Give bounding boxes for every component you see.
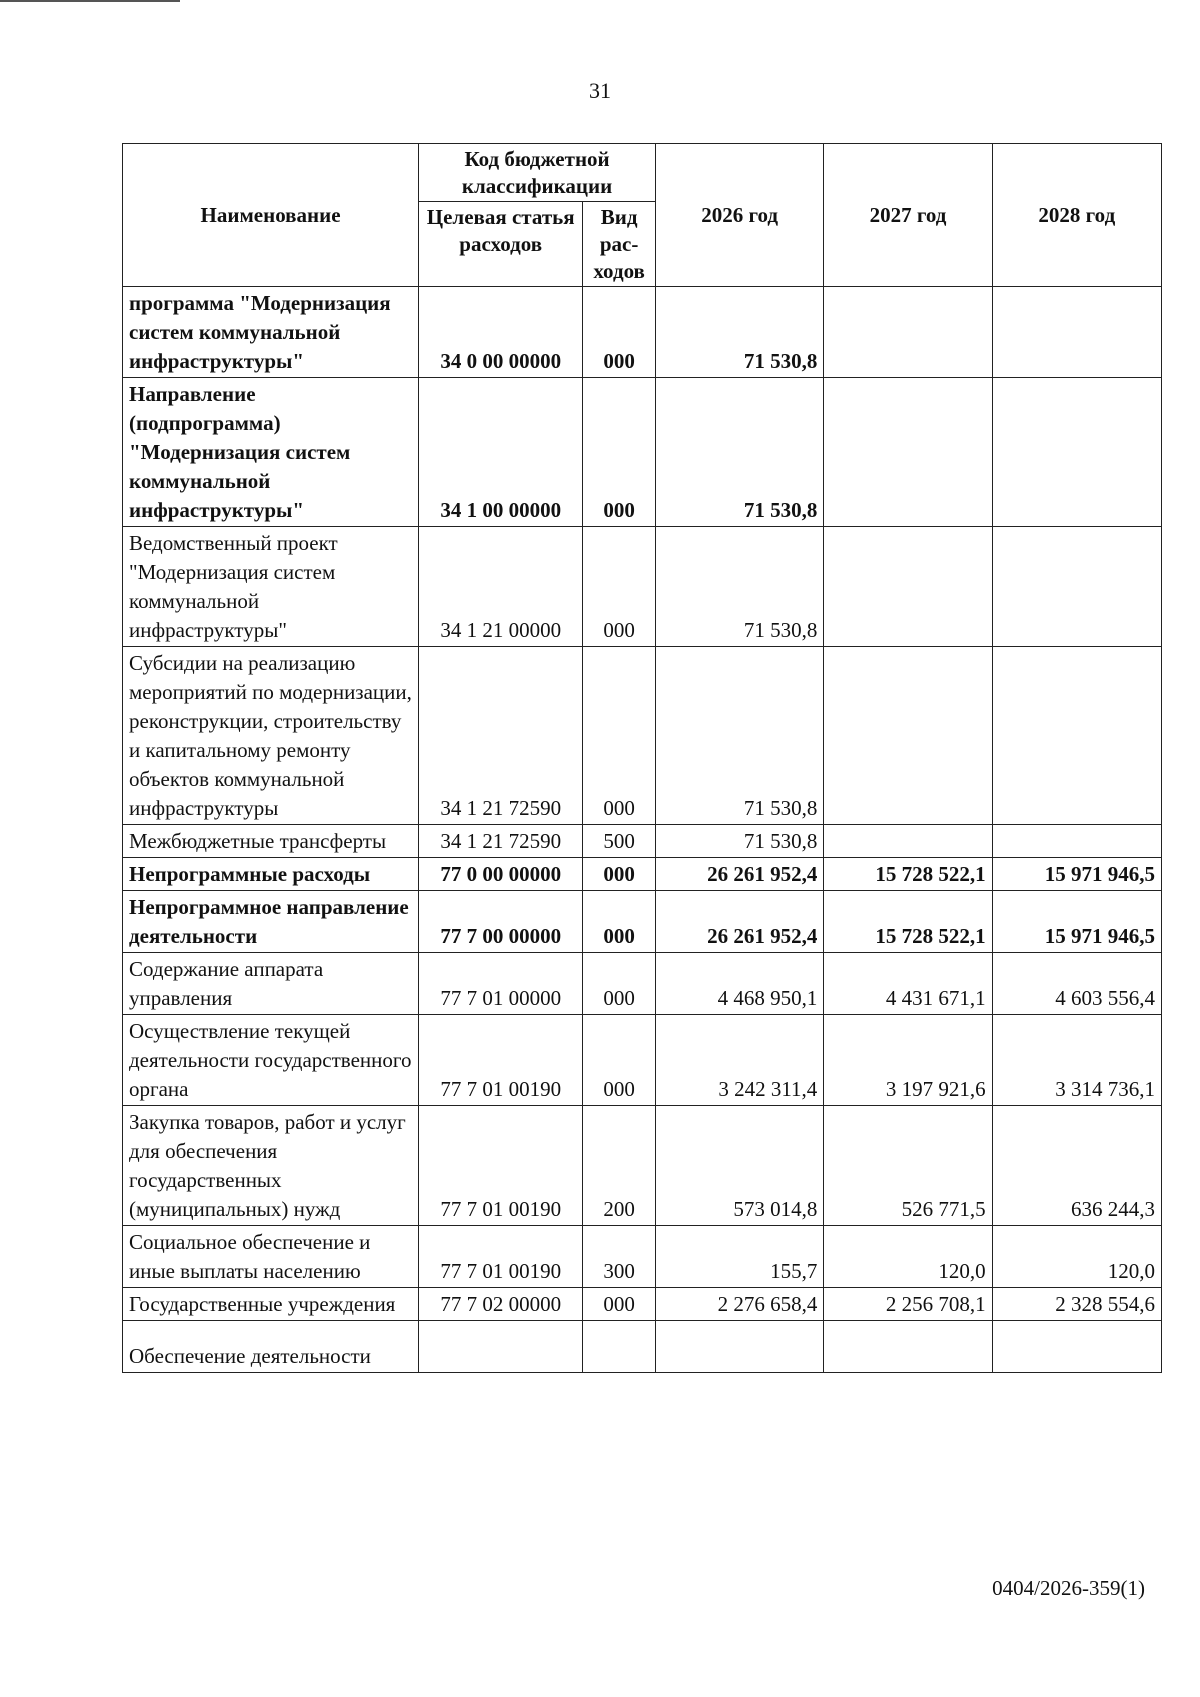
row-target-article: 34 1 21 72590 bbox=[419, 825, 583, 858]
row-target-article: 77 7 00 00000 bbox=[419, 891, 583, 953]
row-target-article: 34 1 21 72590 bbox=[419, 647, 583, 825]
row-name: Социальное обеспечение и иные выплаты населению bbox=[123, 1226, 419, 1288]
row-expense-type: 000 bbox=[583, 858, 656, 891]
row-name: Непрограммное направление деятельности bbox=[123, 891, 419, 953]
table-row bbox=[123, 858, 1162, 891]
row-expense-type: 300 bbox=[583, 1226, 656, 1288]
row-target-article: 77 7 02 00000 bbox=[419, 1288, 583, 1321]
row-value-2027 bbox=[824, 825, 992, 858]
row-target-article bbox=[419, 1321, 583, 1373]
table-row bbox=[123, 287, 1162, 378]
budget-table bbox=[122, 143, 1162, 1373]
table-row bbox=[123, 378, 1162, 527]
row-value-2027 bbox=[824, 527, 992, 647]
row-value-2027: 2 256 708,1 bbox=[824, 1288, 992, 1321]
row-value-2027: 4 431 671,1 bbox=[824, 953, 992, 1015]
row-name: Государственные учреждения bbox=[123, 1288, 419, 1321]
row-target-article: 34 0 00 00000 bbox=[419, 287, 583, 378]
header-code-group: Код бюджетной классификации bbox=[419, 144, 656, 202]
row-target-article: 77 7 01 00190 bbox=[419, 1106, 583, 1226]
row-value-2026: 573 014,8 bbox=[656, 1106, 824, 1226]
row-value-2028: 3 314 736,1 bbox=[992, 1015, 1161, 1106]
row-name: Закупка товаров, работ и услуг для обеспечения государственных (муниципальных) нужд bbox=[123, 1106, 419, 1226]
row-value-2028 bbox=[992, 1321, 1161, 1373]
row-target-article: 77 7 01 00190 bbox=[419, 1015, 583, 1106]
row-expense-type: 000 bbox=[583, 1015, 656, 1106]
row-value-2028: 4 603 556,4 bbox=[992, 953, 1161, 1015]
header-name: Наименование bbox=[123, 144, 419, 287]
row-target-article: 77 0 00 00000 bbox=[419, 858, 583, 891]
row-expense-type: 000 bbox=[583, 378, 656, 527]
row-value-2028 bbox=[992, 378, 1161, 527]
row-target-article: 77 7 01 00190 bbox=[419, 1226, 583, 1288]
row-expense-type: 000 bbox=[583, 1288, 656, 1321]
row-value-2026: 4 468 950,1 bbox=[656, 953, 824, 1015]
row-value-2026: 26 261 952,4 bbox=[656, 891, 824, 953]
table-row bbox=[123, 825, 1162, 858]
table-row bbox=[123, 953, 1162, 1015]
row-name: Направление (подпрограмма) "Модернизация систем коммунальной инфраструктуры" bbox=[123, 378, 419, 527]
row-value-2028 bbox=[992, 825, 1161, 858]
document-code: 0404/2026-359(1) bbox=[992, 1576, 1145, 1600]
row-value-2028: 2 328 554,6 bbox=[992, 1288, 1161, 1321]
row-expense-type: 500 bbox=[583, 825, 656, 858]
header-target-article: Целевая статья расходов bbox=[419, 202, 583, 287]
row-value-2028: 636 244,3 bbox=[992, 1106, 1161, 1226]
row-name: Осуществление текущей деятельности государственного органа bbox=[123, 1015, 419, 1106]
row-name: Межбюджетные трансферты bbox=[123, 825, 419, 858]
table-body bbox=[123, 287, 1162, 1373]
row-name: Ведомственный проект "Модернизация систем коммунальной инфраструктуры" bbox=[123, 527, 419, 647]
row-value-2028 bbox=[992, 527, 1161, 647]
row-value-2027 bbox=[824, 1321, 992, 1373]
row-value-2026: 71 530,8 bbox=[656, 378, 824, 527]
row-target-article: 34 1 21 00000 bbox=[419, 527, 583, 647]
row-value-2027: 15 728 522,1 bbox=[824, 891, 992, 953]
row-value-2027: 526 771,5 bbox=[824, 1106, 992, 1226]
page-number: 31 bbox=[589, 78, 611, 103]
table-row bbox=[123, 1226, 1162, 1288]
row-value-2026: 71 530,8 bbox=[656, 647, 824, 825]
row-value-2027 bbox=[824, 378, 992, 527]
table-row bbox=[123, 527, 1162, 647]
row-name: Непрограммные расходы bbox=[123, 858, 419, 891]
row-value-2026: 71 530,8 bbox=[656, 825, 824, 858]
row-value-2027 bbox=[824, 647, 992, 825]
table-row bbox=[123, 647, 1162, 825]
table-row bbox=[123, 1015, 1162, 1106]
row-value-2026 bbox=[656, 1321, 824, 1373]
table-row bbox=[123, 1288, 1162, 1321]
row-value-2026: 71 530,8 bbox=[656, 287, 824, 378]
row-expense-type: 000 bbox=[583, 287, 656, 378]
row-value-2026: 3 242 311,4 bbox=[656, 1015, 824, 1106]
row-value-2027 bbox=[824, 287, 992, 378]
row-value-2028: 15 971 946,5 bbox=[992, 891, 1161, 953]
row-expense-type bbox=[583, 1321, 656, 1373]
header-2028: 2028 год bbox=[992, 144, 1161, 287]
row-name: Содержание аппарата управления bbox=[123, 953, 419, 1015]
row-name: Обеспечение деятельности bbox=[123, 1321, 419, 1373]
row-value-2027: 120,0 bbox=[824, 1226, 992, 1288]
row-name: программа "Модернизация систем коммунальной инфраструктуры" bbox=[123, 287, 419, 378]
row-expense-type: 000 bbox=[583, 891, 656, 953]
table-header bbox=[123, 144, 1162, 287]
row-value-2026: 155,7 bbox=[656, 1226, 824, 1288]
row-value-2026: 26 261 952,4 bbox=[656, 858, 824, 891]
row-expense-type: 000 bbox=[583, 647, 656, 825]
row-expense-type: 200 bbox=[583, 1106, 656, 1226]
row-target-article: 34 1 00 00000 bbox=[419, 378, 583, 527]
row-value-2028: 15 971 946,5 bbox=[992, 858, 1161, 891]
row-value-2028: 120,0 bbox=[992, 1226, 1161, 1288]
row-expense-type: 000 bbox=[583, 953, 656, 1015]
row-value-2028 bbox=[992, 287, 1161, 378]
row-name: Субсидии на реализацию мероприятий по модернизации, реконструкции, строительству и капитальному ремонту объектов коммунальной инфраструктуры bbox=[123, 647, 419, 825]
header-expense-type: Вид рас-ходов bbox=[583, 202, 656, 287]
table-row bbox=[123, 891, 1162, 953]
row-value-2028 bbox=[992, 647, 1161, 825]
top-rule bbox=[0, 0, 180, 2]
table-row bbox=[123, 1321, 1162, 1373]
header-2027: 2027 год bbox=[824, 144, 992, 287]
row-value-2027: 15 728 522,1 bbox=[824, 858, 992, 891]
header-2026: 2026 год bbox=[656, 144, 824, 287]
table-row bbox=[123, 1106, 1162, 1226]
row-target-article: 77 7 01 00000 bbox=[419, 953, 583, 1015]
row-value-2027: 3 197 921,6 bbox=[824, 1015, 992, 1106]
row-value-2026: 2 276 658,4 bbox=[656, 1288, 824, 1321]
row-expense-type: 000 bbox=[583, 527, 656, 647]
row-value-2026: 71 530,8 bbox=[656, 527, 824, 647]
